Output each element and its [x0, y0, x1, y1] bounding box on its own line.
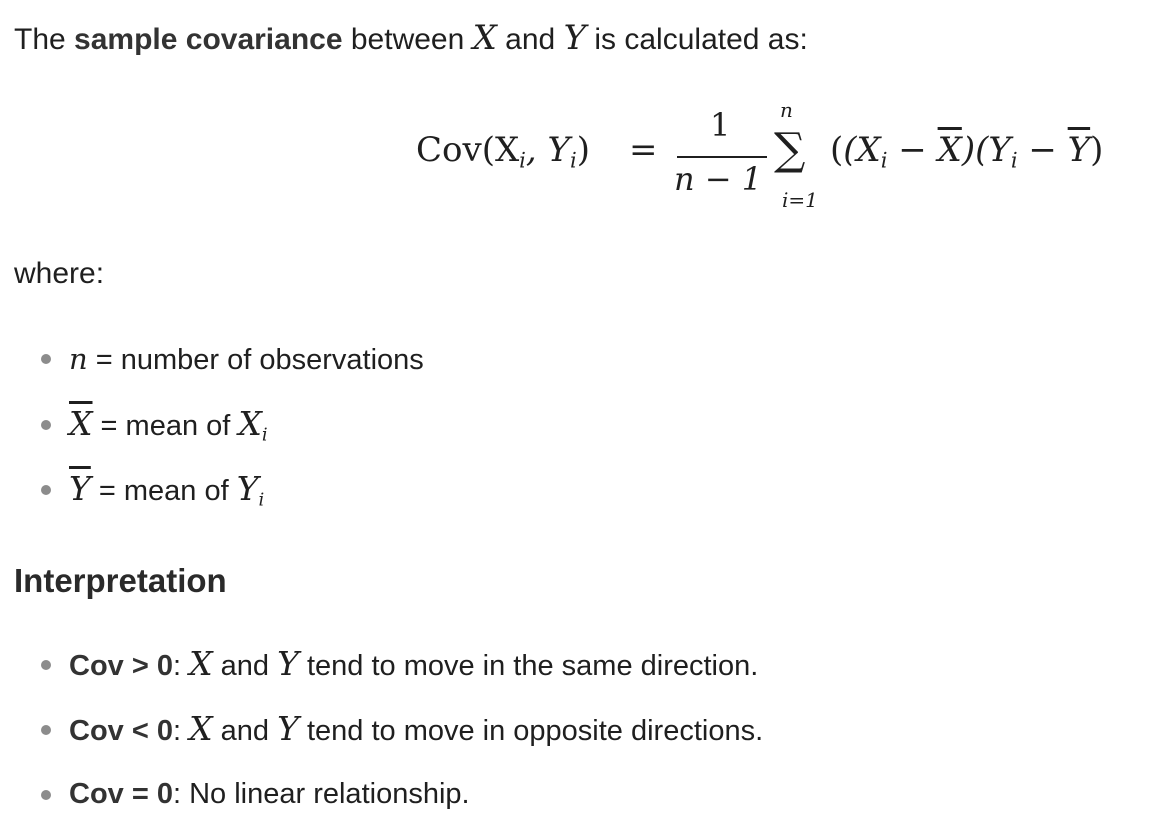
- formula-summand: ($(X_i - \overline{X})(Y_i - \overline{Y})$: [830, 130, 1104, 173]
- covariance-formula: [416, 92, 1136, 222]
- formula-numerator: 1: [710, 106, 731, 144]
- intro-var-y: Y: [563, 18, 587, 58]
- formula-lhs: $Cov(X_i$, $Y_i$): [416, 130, 590, 173]
- where-label: where:: [14, 257, 105, 290]
- bullet-dot: [41, 354, 51, 364]
- intro-text-after: is calculated as:: [586, 23, 808, 56]
- document-body: [14, 0, 1144, 838]
- sigma-icon: ∑: [774, 124, 806, 175]
- intro-text-before: The: [14, 23, 75, 56]
- sigma-upper-limit: n: [780, 98, 793, 122]
- bullet-dot: [41, 725, 51, 735]
- bullet-dot: [41, 660, 51, 670]
- definition-xbar: $\overline{X}$ = mean of $X_i$: [69, 404, 268, 446]
- interpretation-item-negative: Cov < 0: X and Y tend to move in opposite directions.: [69, 709, 764, 748]
- interpretation-item-zero: Cov = 0: No linear relationship.: [69, 778, 470, 810]
- intro-text-middle: between: [342, 23, 473, 56]
- interpretation-item-positive: Cov > 0: X and Y tend to move in the same direction.: [69, 644, 759, 683]
- interpretation-heading: Interpretation: [14, 562, 227, 599]
- definition-ybar: $\overline{Y}$ = mean of $Y_i$: [69, 469, 265, 511]
- formula-denominator: n − 1: [674, 160, 763, 198]
- sigma-lower-limit: i=1: [782, 188, 818, 212]
- bullet-dot: [41, 485, 51, 495]
- formula-equals: =: [629, 130, 658, 170]
- intro-paragraph: [14, 20, 808, 58]
- definition-n: n = number of observations: [69, 342, 424, 376]
- bullet-dot: [41, 420, 51, 430]
- intro-text-and: and: [496, 23, 564, 56]
- intro-var-x: X: [472, 18, 497, 58]
- intro-bold-term: sample covariance: [74, 23, 343, 56]
- bullet-dot: [41, 790, 51, 800]
- fraction-line: [677, 156, 767, 158]
